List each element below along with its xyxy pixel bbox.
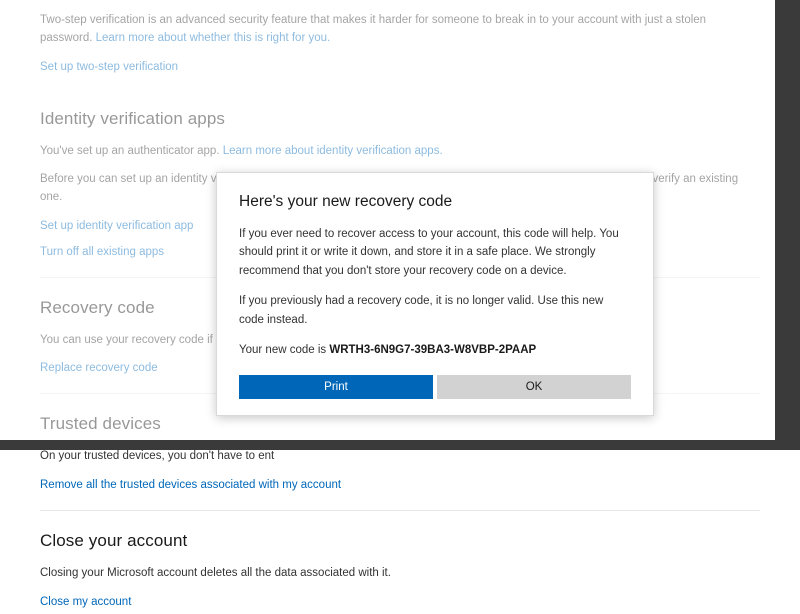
new-code-line (239, 341, 631, 359)
close-account-paragraph: Closing your Microsoft account deletes all the data associated with it. (40, 566, 391, 579)
recovery-code-dialog (216, 172, 654, 416)
dialog-paragraph-2: If you previously had a recovery code, it is no longer valid. Use this new code instead. (239, 295, 604, 326)
close-my-account-row (40, 589, 760, 614)
new-code-value: WRTH3-6N9G7-39BA3-W8VBP-2PAAP (329, 343, 537, 356)
dialog-title: Here's your new recovery code (239, 193, 453, 210)
remove-all-trusted-devices-link[interactable]: Remove all the trusted devices associated with my account (40, 478, 342, 491)
new-code-label: Your new code is (239, 343, 327, 356)
close-account-title: Close your account (40, 530, 188, 550)
dialog-button-row (239, 375, 631, 399)
trusted-devices-paragraph: On your trusted devices, you don't have to ent (40, 450, 275, 463)
print-button[interactable]: Print (239, 375, 433, 399)
window-frame-bottom (0, 440, 800, 450)
remove-trusted-devices-row (40, 472, 760, 498)
dialog-paragraph-1: If you ever need to recover access to your account, this code will help. You should print it or write it down, and store it in a safe place. We strongly recommend that you don't store your recovery code on a device. (239, 228, 619, 277)
window-frame-right (775, 0, 800, 450)
close-my-account-link[interactable]: Close my account (40, 595, 132, 608)
ok-button[interactable]: OK (437, 375, 631, 399)
close-account-section (40, 511, 760, 614)
